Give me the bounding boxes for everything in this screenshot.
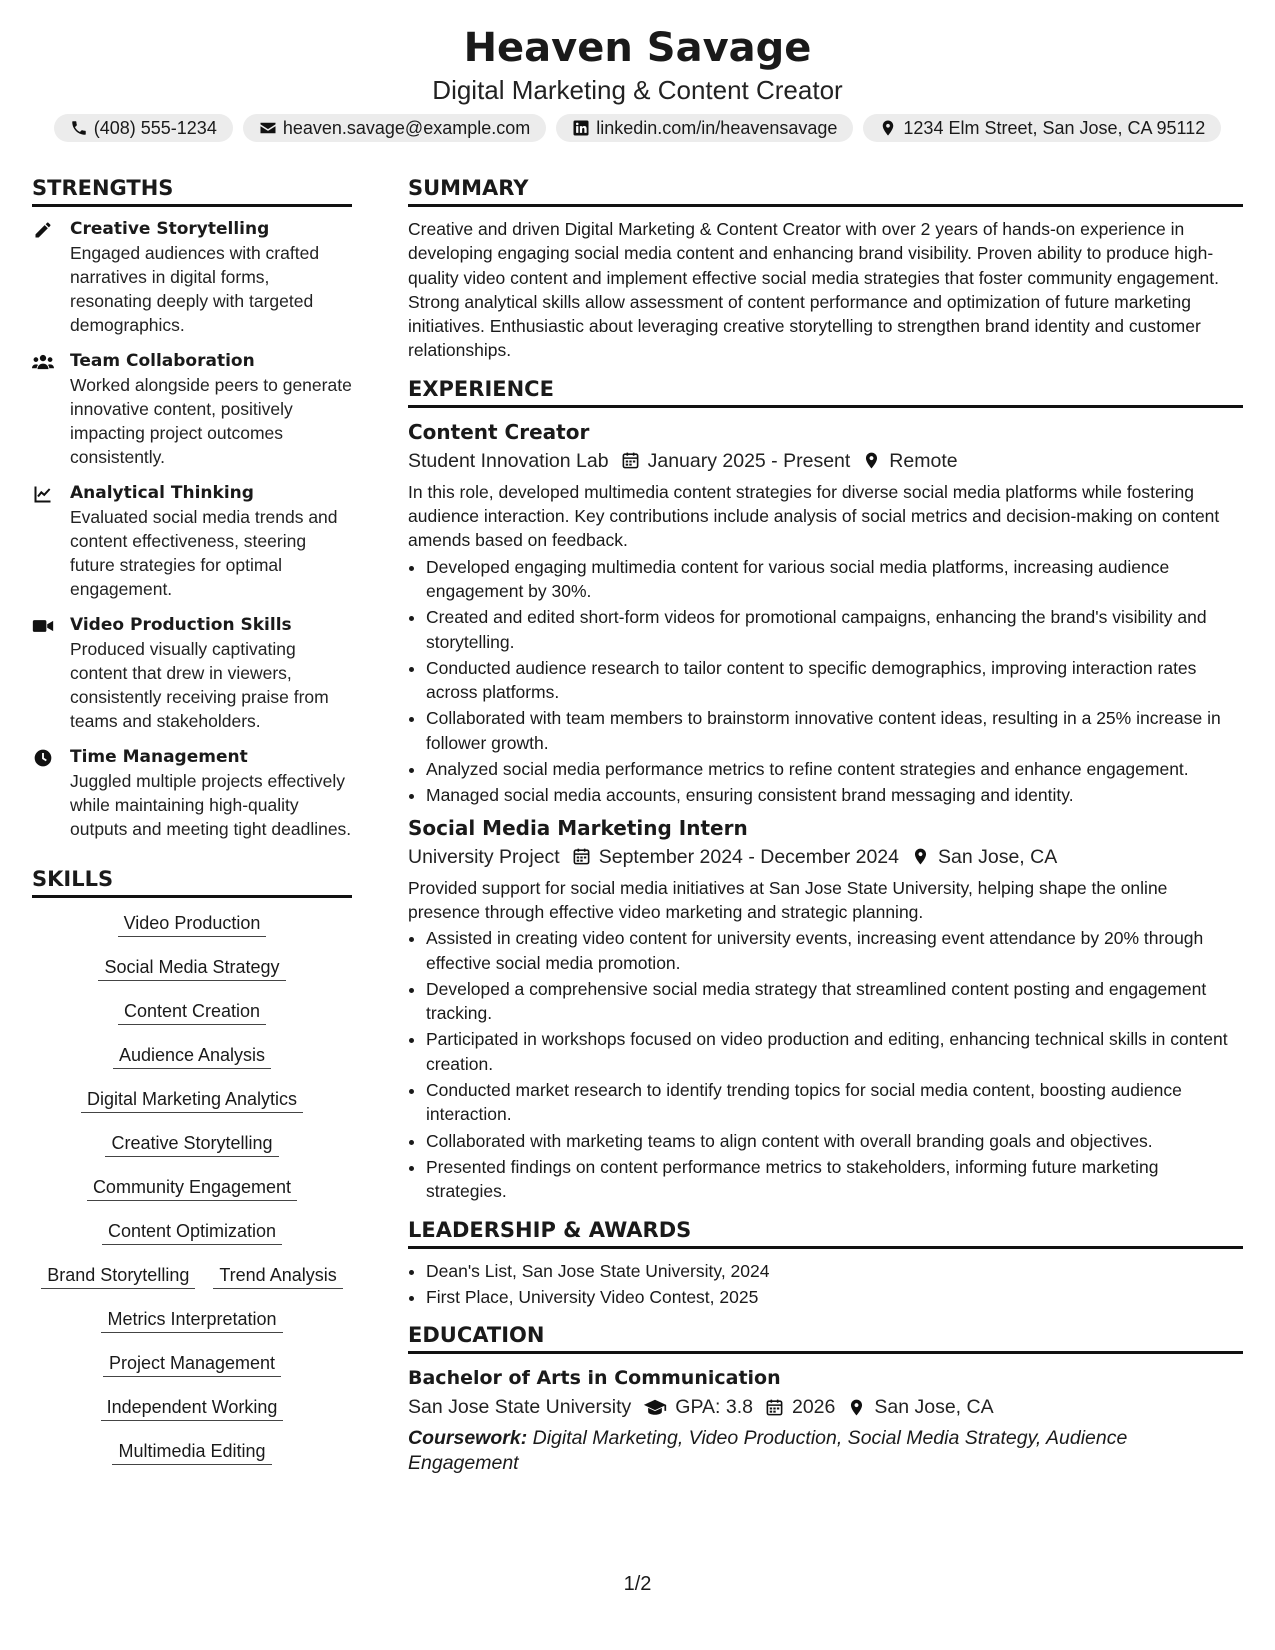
skill-tag: Community Engagement	[87, 1176, 297, 1201]
strength-title: Video Production Skills	[70, 615, 292, 635]
job-bullet: • Created and edited short-form videos for promotional campaigns, enhancing the brand's visibility and storytelling.	[426, 605, 1243, 654]
strength-title: Team Collaboration	[70, 351, 255, 371]
clock-icon	[32, 748, 54, 768]
job-entry	[408, 814, 1243, 1204]
job-entry	[408, 418, 1243, 808]
leadership-heading: LEADERSHIP & AWARDS	[408, 1218, 1243, 1249]
skill-tag: Video Production	[118, 912, 267, 937]
coursework	[408, 1426, 1243, 1476]
calendar-icon	[765, 1398, 784, 1417]
contact-phone[interactable]	[54, 114, 233, 142]
job-location: Remote	[889, 449, 958, 472]
chart-line-icon	[32, 484, 54, 504]
strength-desc: Juggled multiple projects effectively while maintaining high-quality outputs and meeting tight deadlines.	[70, 771, 352, 839]
map-pin-icon	[847, 1398, 866, 1417]
education-meta	[408, 1392, 1243, 1422]
address-text: 1234 Elm Street, San Jose, CA 95112	[903, 118, 1206, 138]
email-text: heaven.savage@example.com	[282, 118, 531, 138]
school-location: San Jose, CA	[874, 1396, 994, 1419]
calendar-icon	[572, 847, 591, 866]
education-heading: EDUCATION	[408, 1323, 1243, 1354]
skill-tag: Trend Analysis	[213, 1264, 342, 1289]
skill-tag: Content Creation	[118, 1000, 266, 1025]
job-bullet: • Collaborated with marketing teams to align content with overall branding goals and objectives.	[426, 1129, 1243, 1153]
job-bullet: • Collaborated with team members to brainstorm innovative content ideas, resulting in a 25% increase in follower growth.	[426, 706, 1243, 755]
job-description: Provided support for social media initiatives at San Jose State University, helping shape the online presence through effective video marketing and strategic planning.	[408, 877, 1168, 922]
job-dates: January 2025 - Present	[647, 449, 851, 472]
gpa: GPA: 3.8	[675, 1396, 753, 1419]
resume-header	[0, 0, 1275, 142]
job-bullets	[408, 555, 1243, 808]
job-bullet: • Presented findings on content performance metrics to stakeholders, informing future marketing strategies.	[426, 1155, 1243, 1204]
graduation-cap-icon	[643, 1398, 667, 1417]
strength-item	[32, 613, 352, 733]
graduation-year: 2026	[791, 1396, 836, 1419]
job-company: Student Innovation Lab	[408, 449, 609, 472]
job-bullet: • Developed a comprehensive social media strategy that streamlined content posting and engagement tracking.	[426, 977, 1243, 1026]
job-title: Social Media Marketing Intern	[408, 815, 748, 840]
strength-title: Creative Storytelling	[70, 219, 270, 239]
video-camera-icon	[32, 616, 54, 636]
resume-body	[32, 176, 1243, 1484]
contact-email[interactable]	[243, 114, 546, 142]
degree-title: Bachelor of Arts in Communication	[408, 1367, 781, 1390]
skill-tag: Independent Working	[101, 1396, 284, 1421]
award-item: • First Place, University Video Contest, 2025	[426, 1285, 1243, 1309]
calendar-icon	[621, 451, 640, 470]
skill-tag: Metrics Interpretation	[101, 1308, 282, 1333]
skill-tag: Multimedia Editing	[112, 1440, 271, 1465]
skills-heading: SKILLS	[32, 867, 352, 898]
pencil-icon	[32, 220, 54, 240]
job-location: San Jose, CA	[937, 845, 1058, 868]
map-pin-icon	[879, 119, 897, 137]
job-bullets	[408, 926, 1243, 1203]
leadership-list	[408, 1259, 1243, 1310]
skill-tag: Content Optimization	[102, 1220, 282, 1245]
envelope-icon	[259, 119, 277, 137]
strength-desc: Produced visually captivating content that drew in viewers, consistently receiving praise from teams and stakeholders.	[70, 639, 329, 731]
job-bullet: • Developed engaging multimedia content for various social media platforms, increasing audience engagement by 30%.	[426, 555, 1243, 604]
job-meta	[408, 842, 1243, 872]
school-name: San Jose State University	[408, 1396, 632, 1419]
summary-heading: SUMMARY	[408, 176, 1243, 207]
job-title: Content Creator	[408, 419, 590, 444]
job-meta	[408, 446, 1243, 476]
skill-tag: Audience Analysis	[113, 1044, 271, 1069]
candidate-title: Digital Marketing & Content Creator	[432, 75, 843, 105]
strength-title: Time Management	[70, 747, 248, 767]
strengths-heading: STRENGTHS	[32, 176, 352, 207]
job-description: In this role, developed multimedia content strategies for diverse social media platforms while fostering audience interaction. Key contributions include analysis of social metrics and decision-making on content amends based on feedback.	[408, 481, 1220, 551]
linkedin-icon	[572, 119, 590, 137]
job-bullet: • Participated in workshops focused on video production and editing, enhancing technical skills in content creation.	[426, 1027, 1243, 1076]
strength-item	[32, 349, 352, 469]
award-item: • Dean's List, San Jose State University, 2024	[426, 1259, 1243, 1283]
coursework-list: Digital Marketing, Video Production, Social Media Strategy, Audience Engagement	[408, 1427, 1128, 1475]
skill-tag: Social Media Strategy	[98, 956, 285, 981]
strength-desc: Evaluated social media trends and content effectiveness, steering future strategies for optimal engagement.	[70, 507, 338, 599]
strength-item	[32, 217, 352, 337]
strength-item	[32, 745, 352, 841]
right-column	[408, 176, 1243, 1484]
linkedin-text: linkedin.com/in/heavensavage	[596, 118, 838, 138]
left-column	[32, 176, 352, 1484]
skills-list	[32, 912, 352, 1484]
job-bullet: • Conducted market research to identify trending topics for social media content, boosting audience interaction.	[426, 1078, 1243, 1127]
phone-icon	[70, 119, 88, 137]
page-number: 1/2	[623, 1573, 652, 1595]
map-pin-icon	[911, 847, 930, 866]
coursework-label: Coursework:	[408, 1427, 528, 1450]
job-bullet: • Conducted audience research to tailor content to specific demographics, improving interaction rates across platforms.	[426, 656, 1243, 705]
users-icon	[32, 352, 54, 372]
job-bullet: • Analyzed social media performance metrics to refine content strategies and enhance engagement.	[426, 757, 1243, 781]
job-company: University Project	[408, 845, 560, 868]
map-pin-icon	[862, 451, 881, 470]
skill-tag: Brand Storytelling	[41, 1264, 195, 1289]
skill-tag: Project Management	[103, 1352, 281, 1377]
experience-heading: EXPERIENCE	[408, 377, 1243, 408]
strength-item	[32, 481, 352, 601]
contact-bar	[0, 114, 1275, 142]
candidate-name: Heaven Savage	[463, 25, 812, 71]
phone-text: (408) 555-1234	[93, 118, 217, 138]
strength-desc: Engaged audiences with crafted narratives in digital forms, resonating deeply with targeted demographics.	[70, 243, 320, 335]
job-dates: September 2024 - December 2024	[598, 845, 899, 868]
contact-linkedin[interactable]	[556, 114, 853, 142]
strength-title: Analytical Thinking	[70, 483, 254, 503]
skill-tag: Digital Marketing Analytics	[81, 1088, 303, 1113]
job-bullet: • Assisted in creating video content for university events, increasing event attendance by 20% through effective social media promotion.	[426, 926, 1243, 975]
summary-text: Creative and driven Digital Marketing & Content Creator with over 2 years of hands-on experience in developing engaging social media content and enhancing brand visibility. Proven ability to produce high-quality video content and implement effective social media strategies that foster community engagement. Strong analytical skills allow assessment of content performance and optimization of future marketing initiatives. Enthusiastic about leveraging creative storytelling to strengthen brand identity and customer relationships.	[408, 219, 1219, 361]
contact-address	[863, 114, 1221, 142]
job-bullet: • Managed social media accounts, ensuring consistent brand messaging and identity.	[426, 783, 1243, 807]
skill-tag: Creative Storytelling	[105, 1132, 278, 1157]
strength-desc: Worked alongside peers to generate innovative content, positively impacting project outcomes consistently.	[70, 375, 352, 467]
